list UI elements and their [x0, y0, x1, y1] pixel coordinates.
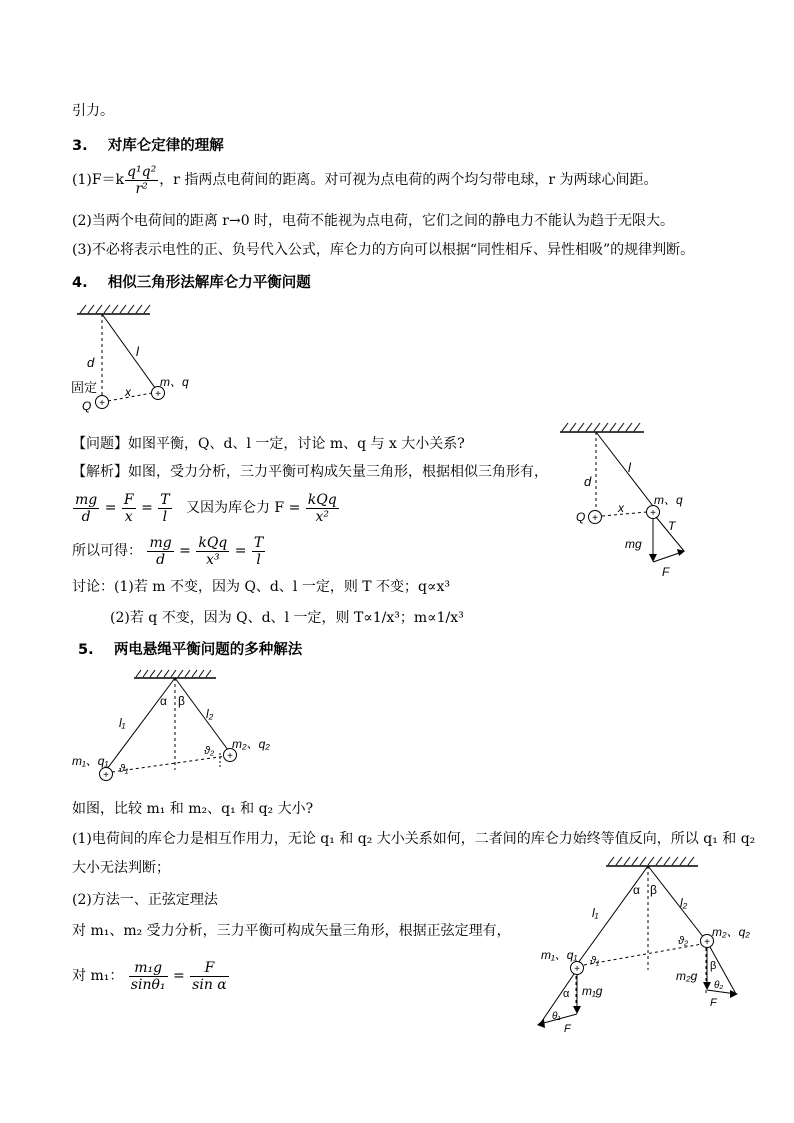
label-Q: Q — [576, 510, 586, 524]
s3-p2: (2)当两个电荷间的距离 r→0 时，电荷不能视为点电荷，它们之间的静电力不能认为趋于无限大。 — [72, 213, 675, 229]
label-l2: l₂ — [680, 896, 688, 910]
s4-question: 【问题】如图平衡，Q、d、l 一定，讨论 m、q 与 x 大小关系? — [72, 436, 465, 452]
s5-p1b: 大小无法判断； — [72, 860, 170, 876]
plus-sign: + — [155, 389, 161, 400]
section-4-heading — [72, 274, 311, 292]
s5-compare: 如图，比较 m₁ 和 m₂、q₁ 和 q₂ 大小? — [72, 801, 314, 817]
label-theta2: ϑ₂ — [204, 745, 215, 757]
s4-discuss-1: 讨论：(1)若 m 不变，因为 Q、d、l 一定，则 T 不变；q∝x³ — [72, 579, 451, 595]
section-4-title: 相似三角形法解库仑力平衡问题 — [107, 275, 311, 291]
plus-sign: + — [103, 770, 109, 781]
label-alpha-force: α — [563, 988, 570, 1000]
label-m1q1: m₁、q₁ — [541, 948, 578, 962]
label-alpha: α — [633, 883, 640, 897]
section-4-number: 4. — [72, 275, 88, 291]
label-l1: l₁ — [592, 906, 599, 920]
s5-method: (2)方法一、正弦定理法 — [72, 892, 218, 908]
plus-sign: + — [592, 513, 598, 524]
plus-sign: + — [650, 508, 656, 519]
pendulum-force-figure — [548, 418, 708, 588]
label-mq: m、q — [654, 493, 683, 507]
label-mq: m、q — [160, 375, 189, 389]
label-d: d — [87, 355, 95, 370]
label-l: l — [136, 344, 139, 359]
label-m1q1: m₁、q₁ — [72, 754, 109, 768]
section-5-heading — [78, 641, 302, 659]
label-x: x — [125, 385, 131, 399]
plus-sign: + — [574, 964, 580, 975]
coulomb-formula-text: ，r 指两点电荷间的距离。对可视为点电荷的两个均匀带电球，r 为两球心间距。 — [159, 172, 658, 188]
s5-analysis: 对 m₁、m₂ 受力分析，三力平衡可构成矢量三角形，根据正弦定理有， — [72, 923, 511, 939]
label-m1g: m₁g — [582, 984, 603, 998]
plus-sign: + — [704, 937, 710, 948]
coulomb-formula-fraction — [125, 164, 158, 197]
label-d: d — [584, 474, 592, 489]
label-theta1: ϑ₁ — [119, 763, 129, 775]
s5-eq3: 对 m₁： $\frac{\text{m₁g}}{\text{sinθ₁}}$ = $\frac{F}{\text{sin α}}$ — [72, 959, 227, 993]
intro-tail: 引力。 — [72, 103, 114, 119]
label-T: T — [668, 519, 676, 533]
coulomb-denominator: r² — [135, 180, 148, 197]
label-m2q2: m₂、q₂ — [712, 925, 750, 939]
coulomb-formula-prefix: (1)F＝k — [72, 172, 125, 188]
s5-p1a: (1)电荷间的库仑力是相互作用力，无论 q₁ 和 q₂ 大小关系如何，二者间的库仑力始终等值反向，所以 q₁ 和 q₂ — [72, 831, 756, 847]
section-3-heading — [72, 137, 224, 155]
plus-sign: + — [227, 751, 233, 762]
label-l: l — [628, 460, 631, 475]
two-pendulum-force-figure — [532, 852, 782, 1032]
label-m2g: m₂g — [676, 969, 698, 983]
pendulum-figure-1 — [62, 300, 202, 420]
label-F: F — [662, 565, 670, 579]
label-beta: β — [650, 883, 657, 897]
s3-p3: (3)不必将表示电性的正、负号代入公式，库仑力的方向可以根据“同性相斥、异性相吸”的规律判断。 — [72, 242, 695, 258]
s4-analysis: 【解析】如图，受力分析，三力平衡可构成矢量三角形，根据相似三角形有， — [72, 464, 548, 480]
label-theta2-force: θ₂ — [714, 980, 724, 991]
s4-eq1: $\frac{mg}{d}$ = $\frac{F}{x}$ = $\frac{T}{l}$ 又因为库仑力 F = $\frac{\text{kQq}}{\text{x²}}$ — [75, 491, 337, 525]
label-l1: l₁ — [119, 716, 126, 730]
section-3-number: 3. — [72, 138, 88, 154]
two-pendulum-figure — [66, 668, 286, 786]
label-theta1-force: θ₁ — [552, 1011, 561, 1022]
label-F1: F — [564, 1023, 571, 1032]
section-5-number: 5. — [78, 642, 94, 658]
s4-eq2: 所以可得： $\frac{mg}{d}$ = $\frac{\text{kQq}}{\text{x³}}$ = $\frac{T}{l}$ — [72, 534, 264, 568]
s3-p1 — [72, 163, 657, 197]
label-Q: Q — [82, 399, 92, 413]
label-beta-force: β — [710, 960, 717, 972]
s4-discuss-2: (2)若 q 不变，因为 Q、d、l 一定，则 T∝1/x³；m∝1/x³ — [110, 610, 464, 626]
label-alpha: α — [160, 694, 167, 708]
label-F2: F — [710, 997, 717, 1009]
plus-sign: + — [99, 398, 105, 409]
label-theta2: ϑ₂ — [678, 935, 689, 947]
label-mg: mg — [625, 537, 642, 551]
label-x: x — [618, 501, 624, 515]
section-5-title: 两电悬绳平衡问题的多种解法 — [113, 642, 303, 658]
section-3-title: 对库仑定律的理解 — [107, 138, 224, 154]
label-fixed: 固定 — [71, 380, 98, 395]
label-beta: β — [178, 694, 185, 708]
label-m2q2: m₂、q₂ — [232, 737, 270, 751]
label-l2: l₂ — [206, 707, 214, 721]
label-theta1: ϑ₁ — [590, 955, 600, 967]
coulomb-numerator: q¹q² — [127, 163, 157, 180]
